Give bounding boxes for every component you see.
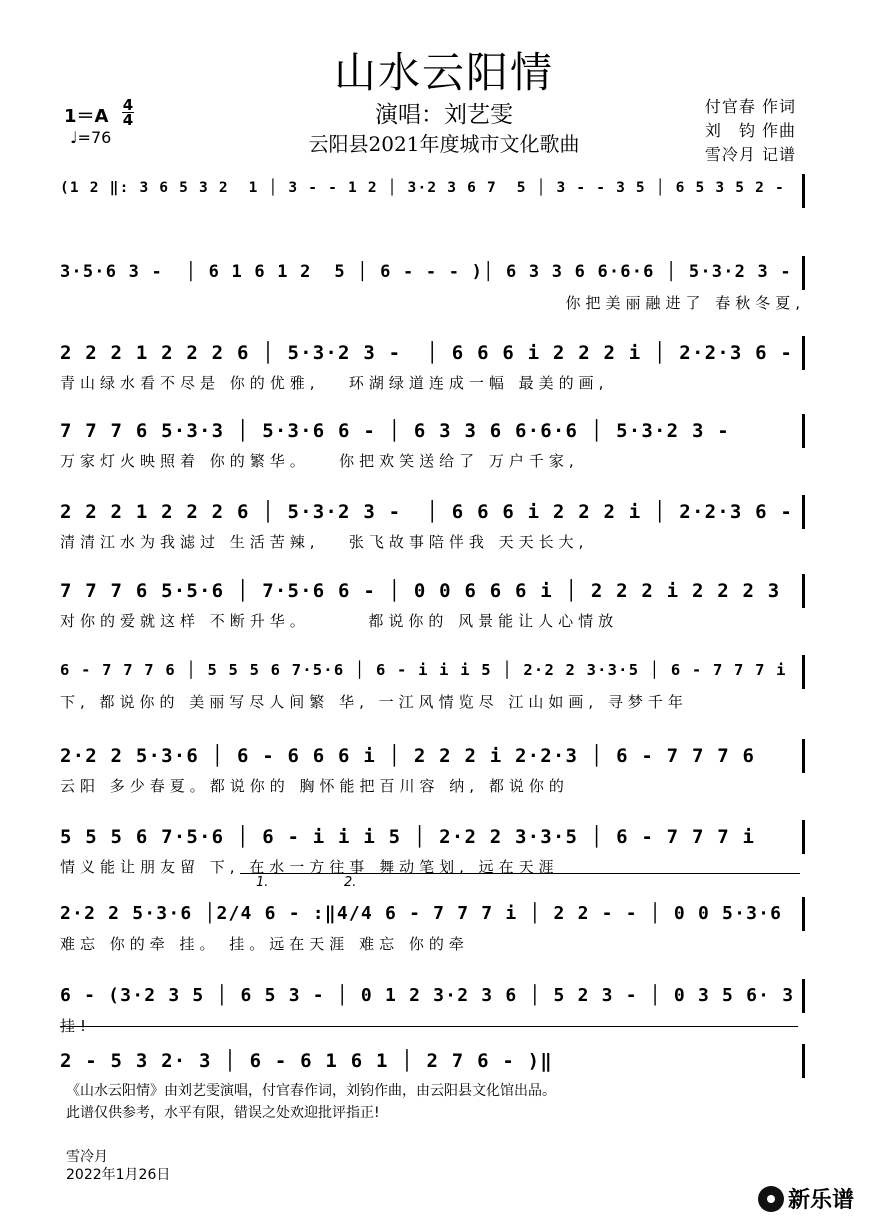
lyrics-line: 清清江水为我滤过 生活苦辣, 张飞故事陪伴我 天天长大, bbox=[60, 533, 589, 551]
lyrics-line: 对你的爱就这样 不断升华。 都说你的 风景能让人心情放 bbox=[60, 612, 619, 630]
key-signature: 1＝A bbox=[64, 106, 109, 127]
notation-line: 7 7 7 6 5·3·3 │ 5·3·6 6 - │ 6 3 3 6 6·6·6 │ 5·3·2 3 - bbox=[60, 420, 730, 442]
notation-line: 6 - 7 7 7 6 │ 5 5 5 6 7·5·6 │ 6 - i i i 5 │ 2·2 2 3·3·5 │ 6 - 7 7 7 i bbox=[60, 661, 787, 679]
composer-credit: 刘 钧 作曲 bbox=[704, 121, 796, 140]
notation-line: 2 2 2 1 2 2 2 6 │ 5·3·2 3 - │ 6 6 6 i 2 2 2 i │ 2·2·3 6 - bbox=[60, 342, 794, 364]
song-title: 山水云阳情 bbox=[333, 48, 554, 97]
lyrics-line: 下, 都说你的 美丽写尽人间繁 华, 一江风情览尽 江山如画, 寻梦千年 bbox=[60, 693, 688, 711]
lyrics-line: 情义能让朋友留 下, 在水一方往事 舞动笔划, 远在天涯 bbox=[60, 858, 559, 876]
notation-line: 6 - (3·2 3 5 │ 6 5 3 - │ 0 1 2 3·2 3 6 │ 5 2 3 - │ 0 3 5 6· 3 bbox=[60, 985, 795, 1006]
footer-note-line-1: 《山水云阳情》由刘艺雯演唱，付官春作词，刘钧作曲，由云阳县文化馆出品。 bbox=[66, 1083, 556, 1099]
volta-first: 1. bbox=[256, 875, 269, 890]
time-signature bbox=[122, 98, 134, 127]
notation-line: 2·2 2 5·3·6 │2/4 6 - :‖4/4 6 - 7 7 7 i │ 2 2 - - │ 0 0 5·3·6 bbox=[60, 903, 783, 924]
notation-line: 3·5·6 3 - │ 6 1 6 1 2 5 │ 6 - - - )│ 6 3 3 6 6·6·6 │ 5·3·2 3 - bbox=[60, 262, 792, 282]
notation-line: (1 2 ‖: 3 6 5 3 2 1 │ 3 - - 1 2 │ 3·2 3 6 7 5 │ 3 - - 3 5 │ 6 5 3 5 2 - bbox=[60, 180, 785, 196]
song-subtitle: 云阳县2021年度城市文化歌曲 bbox=[308, 132, 580, 156]
site-logo[interactable] bbox=[758, 1183, 854, 1214]
time-signature-top: 4 bbox=[122, 96, 134, 114]
lyrics-line: 你把美丽融进了 春秋冬夏, bbox=[565, 294, 805, 312]
notation-line: 2 2 2 1 2 2 2 6 │ 5·3·2 3 - │ 6 6 6 i 2 2 2 i │ 2·2·3 6 - bbox=[60, 501, 794, 523]
volta-second: 2. bbox=[344, 875, 357, 890]
volta-bracket bbox=[240, 873, 800, 890]
line-end-barline bbox=[802, 574, 805, 608]
line-end-barline bbox=[802, 495, 805, 529]
line-end-barline bbox=[802, 979, 805, 1013]
transcriber-name: 雪冷月 bbox=[66, 1149, 108, 1165]
line-end-barline bbox=[802, 414, 805, 448]
line-end-barline bbox=[802, 174, 805, 208]
line-end-barline bbox=[802, 820, 805, 854]
footer-note-line-2: 此谱仅供参考，水平有限，错误之处欢迎批评指正! bbox=[66, 1105, 380, 1121]
record-disc-icon bbox=[758, 1186, 784, 1212]
line-end-barline bbox=[802, 739, 805, 773]
line-end-barline bbox=[802, 655, 805, 689]
lyrics-line: 万家灯火映照着 你的繁华。 你把欢笑送给了 万户千家, bbox=[60, 452, 579, 470]
line-end-barline bbox=[802, 336, 805, 370]
transcriber-credit: 雪冷月 记谱 bbox=[704, 145, 796, 164]
line-end-barline bbox=[802, 897, 805, 931]
line-end-barline bbox=[802, 256, 805, 290]
notation-line: 2·2 2 5·3·6 │ 6 - 6 6 6 i │ 2 2 2 i 2·2·3 │ 6 - 7 7 7 6 bbox=[60, 745, 756, 767]
lyrics-line: 青山绿水看不尽是 你的优雅, 环湖绿道连成一幅 最美的画, bbox=[60, 374, 609, 392]
notation-line: 5 5 5 6 7·5·6 │ 6 - i i i 5 │ 2·2 2 3·3·5 │ 6 - 7 7 7 i bbox=[60, 826, 756, 848]
time-signature-bottom: 4 bbox=[122, 111, 134, 129]
line-end-barline bbox=[802, 1044, 805, 1078]
footer-note bbox=[66, 1080, 556, 1124]
notation-line: 2 - 5 3 2· 3 │ 6 - 6 1 6 1 │ 2 7 6 - )‖ bbox=[60, 1050, 553, 1072]
lyrics-line: 难忘 你的牵 挂。 挂。远在天涯 难忘 你的牵 bbox=[60, 935, 469, 953]
tempo-marking: ♩=76 bbox=[70, 128, 112, 147]
logo-text: 新乐谱 bbox=[788, 1188, 855, 1213]
notation-line: 7 7 7 6 5·5·6 │ 7·5·6 6 - │ 0 0 6 6 6 i │ 2 2 2 i 2 2 2 3 bbox=[60, 580, 781, 602]
repeat-bracket-line bbox=[60, 1026, 798, 1027]
transcription-date: 2022年1月26日 bbox=[66, 1167, 171, 1183]
singer-line: 演唱：刘艺雯 bbox=[375, 102, 513, 128]
lyrics-line: 挂! bbox=[60, 1017, 92, 1035]
lyricist-credit: 付官春 作词 bbox=[704, 97, 796, 116]
lyrics-line: 云阳 多少春夏。都说你的 胸怀能把百川容 纳, 都说你的 bbox=[60, 777, 569, 795]
